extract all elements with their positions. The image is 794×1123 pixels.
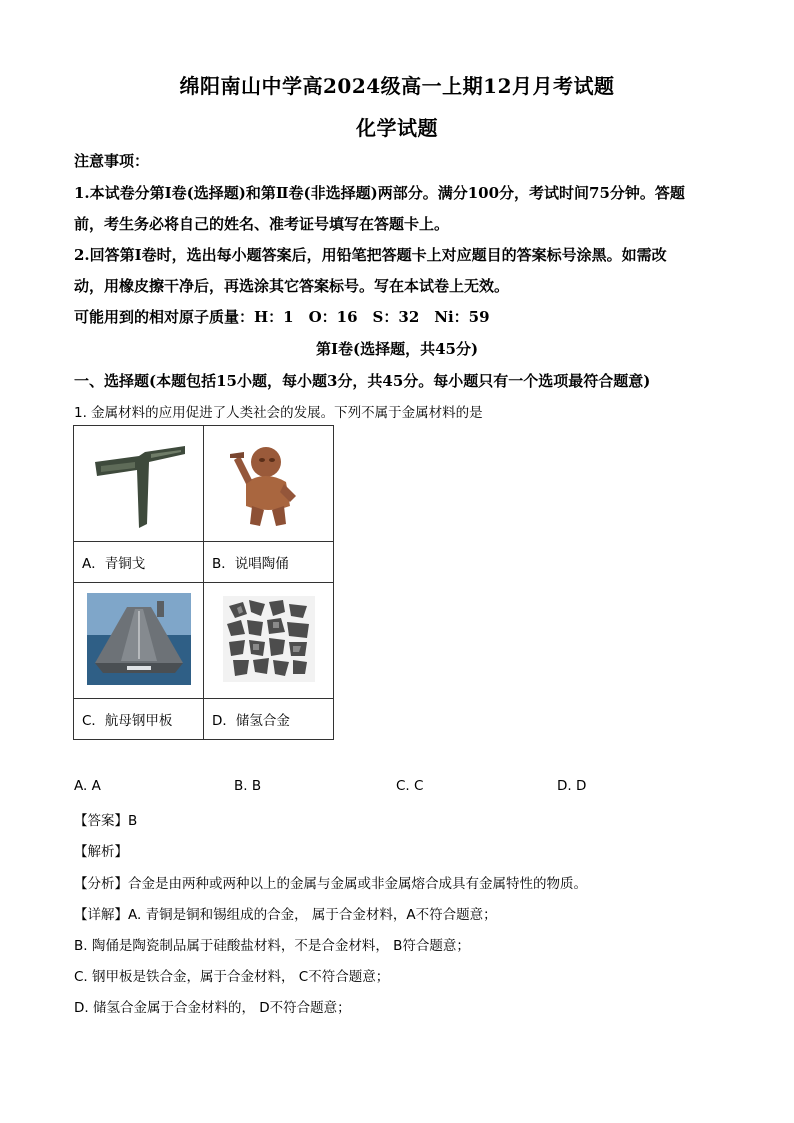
choice-d[interactable]: D. D [557, 778, 587, 794]
option-b-label: B．说唱陶俑 [204, 542, 334, 583]
detail-line-4: D. 储氢合金属于合金材料的， D不符合题意； [74, 1000, 351, 1016]
part-title: 第Ⅰ卷(选择题，共45分) [315, 340, 479, 358]
atomic-mass-line: 可能用到的相对原子质量：H：1 O：16 S：32 Ni：59 [74, 308, 490, 326]
choice-b[interactable]: B. B [234, 778, 262, 794]
option-c-label: C．航母钢甲板 [74, 699, 204, 740]
detail-line-1: 【详解】A. 青铜是铜和锡组成的合金， 属于合金材料，A不符合题意； [74, 907, 497, 923]
option-c-image-cell [74, 583, 204, 699]
analysis-line: 【分析】合金是由两种或两种以上的金属与金属或非金属熔合成具有金属特性的物质。 [74, 876, 587, 892]
note-2-line-b: 动，用橡皮擦干净后，再选涂其它答案标号。写在本试卷上无效。 [74, 277, 510, 295]
options-table [73, 425, 334, 740]
answer-line: 【答案】B [74, 813, 138, 829]
section-heading: 一、选择题(本题包括15小题，每小题3分，共45分。每小题只有一个选项最符合题意) [74, 372, 651, 390]
exam-subtitle: 化学试题 [356, 116, 438, 140]
choice-c[interactable]: C. C [396, 778, 424, 794]
option-b-image-cell [204, 426, 334, 542]
note-1-line-a: 1.本试卷分第Ⅰ卷(选择题)和第Ⅱ卷(非选择题)两部分。满分100分，考试时间75分钟。答题 [74, 184, 685, 202]
note-1-line-b: 前，考生务必将自己的姓名、准考证号填写在答题卡上。 [74, 215, 450, 233]
analysis-title: 【解析】 [74, 844, 128, 860]
hydrogen-storage-alloy-icon [223, 596, 315, 682]
option-a-image-cell [74, 426, 204, 542]
note-2-line-a: 2.回答第Ⅰ卷时，选出每小题答案后，用铅笔把答题卡上对应题目的答案标号涂黑。如需改 [74, 246, 667, 264]
bronze-dagger-axe-icon [87, 432, 191, 532]
notes-heading: 注意事项： [74, 152, 150, 170]
question-1-stem: 1. 金属材料的应用促进了人类社会的发展。下列不属于金属材料的是 [74, 405, 483, 421]
choice-a[interactable]: A. A [74, 778, 101, 794]
option-d-image-cell [204, 583, 334, 699]
detail-line-2: B. 陶俑是陶瓷制品属于硅酸盐材料，不是合金材料， B符合题意； [74, 938, 470, 954]
option-a-label: A．青铜戈 [74, 542, 204, 583]
option-d-label: D．储氢合金 [204, 699, 334, 740]
aircraft-carrier-icon [87, 593, 191, 685]
detail-line-3: C. 钢甲板是铁合金，属于合金材料， C不符合题意； [74, 969, 390, 985]
exam-title: 绵阳南山中学高2024级高一上期12月月考试题 [179, 74, 615, 98]
pottery-figurine-icon [224, 432, 314, 532]
